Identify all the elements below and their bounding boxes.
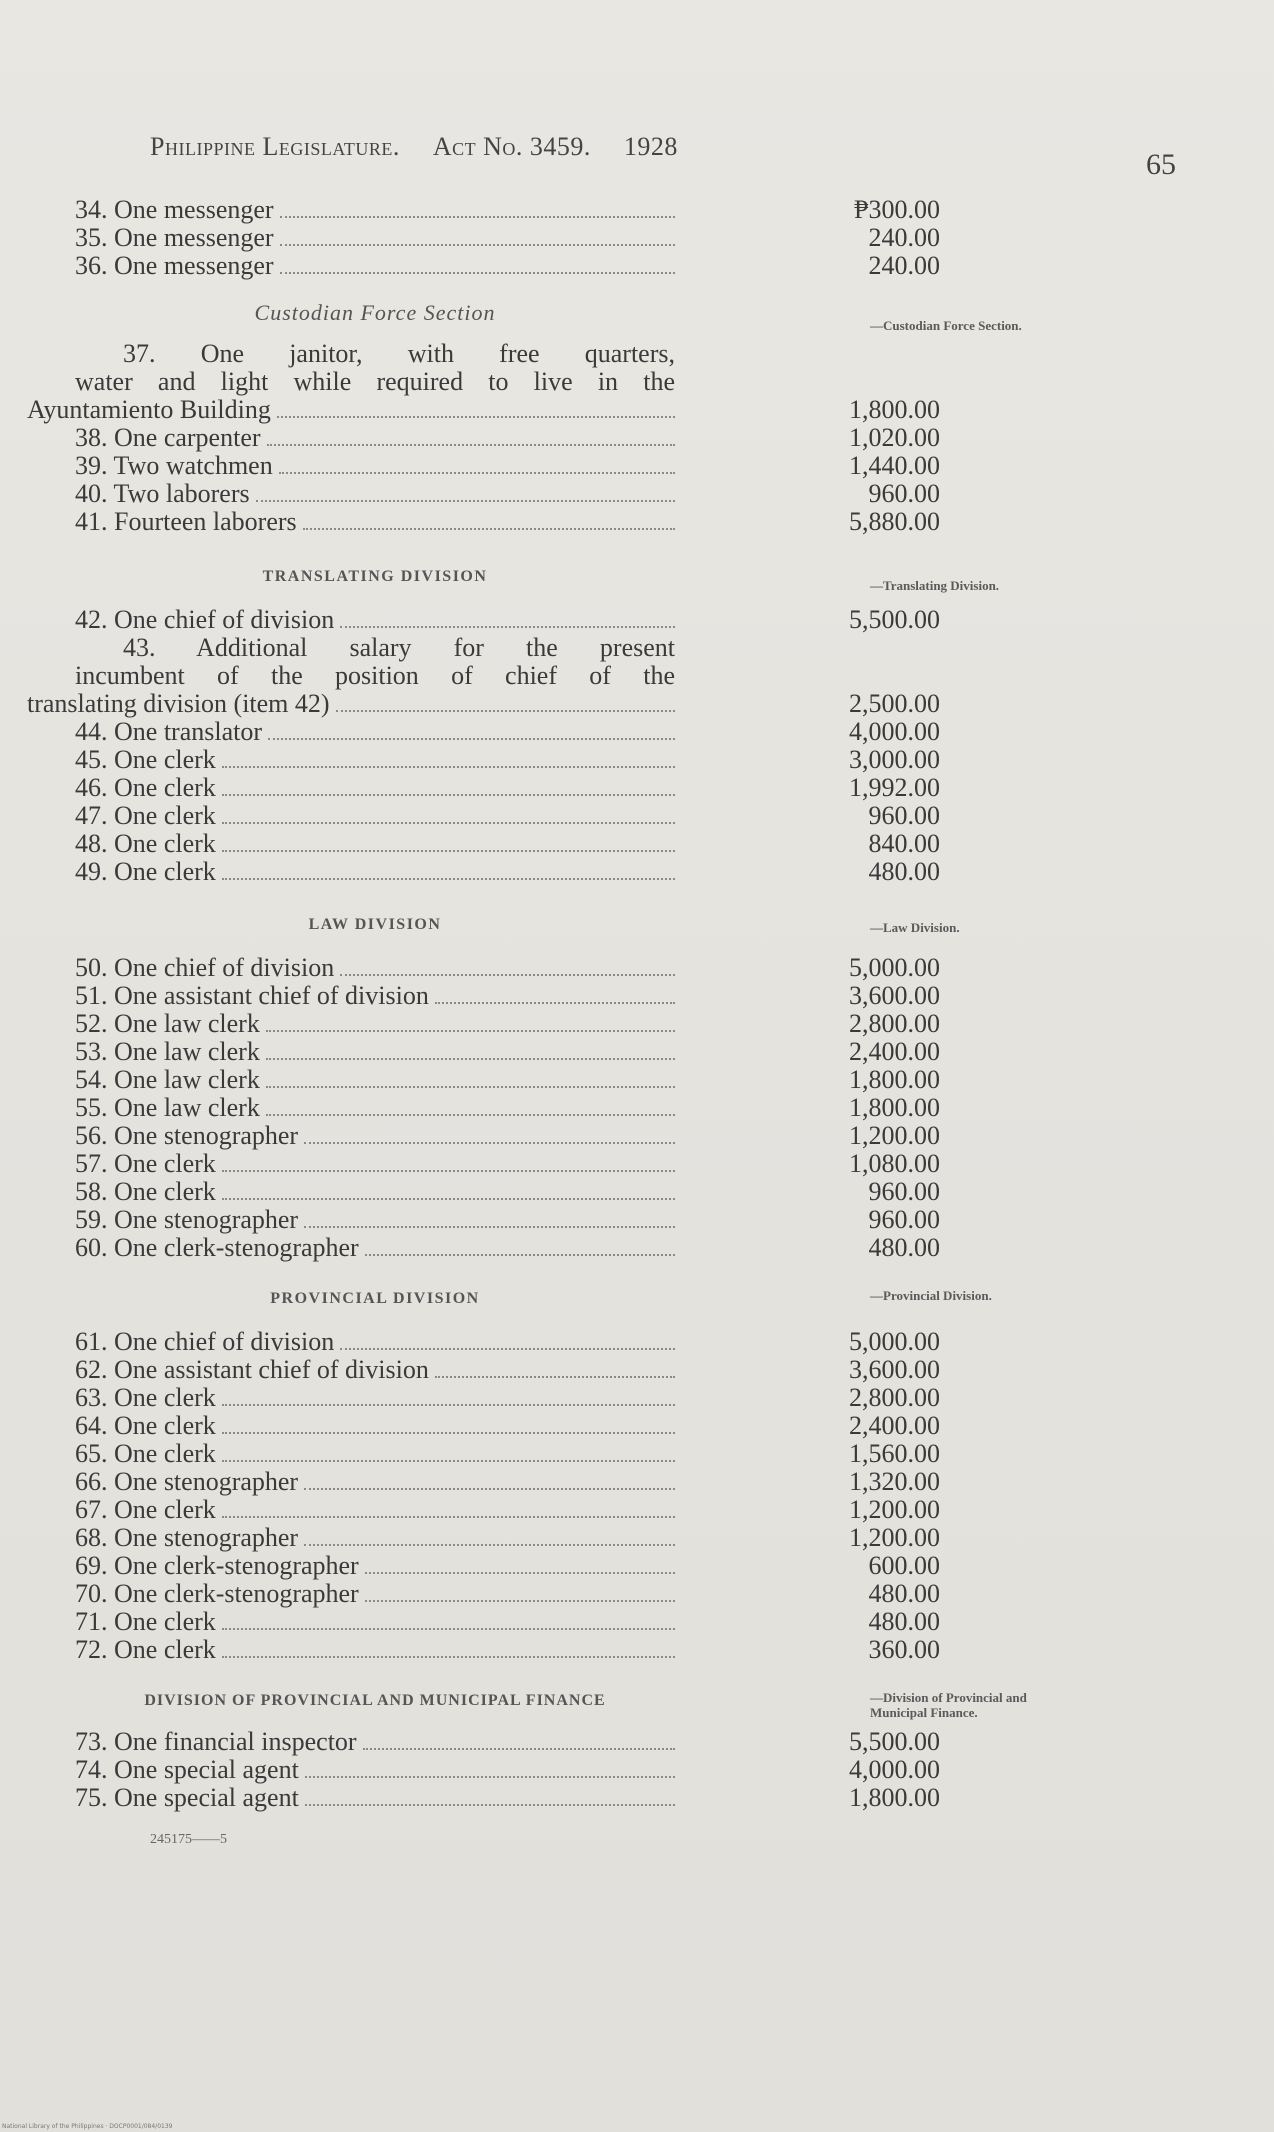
item-amount: 1,992.00	[849, 773, 940, 802]
item-text: 51. One assistant chief of division	[75, 981, 429, 1010]
item-text: 71. One clerk	[75, 1607, 216, 1636]
item-text: 62. One assistant chief of division	[75, 1355, 429, 1384]
item-text: 53. One law clerk	[75, 1037, 260, 1066]
item-amount: 1,020.00	[849, 423, 940, 452]
line-item	[75, 1523, 940, 1552]
line-item	[75, 1149, 940, 1178]
line-item	[75, 745, 940, 774]
line-item	[75, 195, 940, 224]
item-amount: 360.00	[868, 1635, 940, 1664]
line-item	[75, 1233, 940, 1262]
line-item	[75, 423, 940, 452]
item-text: 52. One law clerk	[75, 1009, 260, 1038]
item-amount: 1,560.00	[849, 1439, 940, 1468]
item-text-line: water and light while required to live in the	[75, 367, 675, 396]
item-text: 70. One clerk-stenographer	[75, 1579, 359, 1608]
line-item	[75, 953, 940, 982]
line-item	[75, 1467, 940, 1496]
item-text: 39. Two watchmen	[75, 451, 273, 480]
item-text: 69. One clerk-stenographer	[75, 1551, 359, 1580]
line-item	[75, 1205, 940, 1234]
item-text: Ayuntamiento Building	[27, 395, 271, 424]
line-item	[75, 1355, 940, 1384]
item-amount: 240.00	[868, 223, 940, 252]
item-text: 34. One messenger	[75, 195, 274, 224]
item-text: 65. One clerk	[75, 1439, 216, 1468]
item-amount: 2,400.00	[849, 1411, 940, 1440]
margin-note: —Provincial Division.	[870, 1288, 992, 1303]
item-amount: 2,500.00	[849, 689, 940, 718]
item-amount: 5,000.00	[849, 953, 940, 982]
item-amount: 960.00	[868, 479, 940, 508]
line-item	[75, 1383, 940, 1412]
line-item	[75, 1783, 940, 1812]
line-item	[75, 1755, 940, 1784]
item-text: 75. One special agent	[75, 1783, 299, 1812]
section-heading: TRANSLATING DIVISION	[262, 568, 488, 585]
item-text: 66. One stenographer	[75, 1467, 299, 1496]
item-text-line: 37. One janitor, with free quarters,	[123, 339, 675, 368]
item-text: 57. One clerk	[75, 1149, 216, 1178]
line-item	[75, 1411, 940, 1440]
item-amount: 2,400.00	[849, 1037, 940, 1066]
item-amount: 1,800.00	[849, 1783, 940, 1812]
item-amount: 3,600.00	[849, 1355, 940, 1384]
section-heading: PROVINCIAL DIVISION	[270, 1290, 480, 1307]
item-text: 42. One chief of division	[75, 605, 335, 634]
line-item	[75, 223, 940, 252]
item-text-line: incumbent of the position of chief of the	[75, 661, 675, 690]
item-text: 48. One clerk	[75, 829, 216, 858]
item-amount: 480.00	[868, 1233, 940, 1262]
item-text: 59. One stenographer	[75, 1205, 299, 1234]
item-amount: 480.00	[868, 857, 940, 886]
section-heading: DIVISION OF PROVINCIAL AND MUNICIPAL FINANCE	[144, 1692, 606, 1709]
item-text: 64. One clerk	[75, 1411, 216, 1440]
item-amount: 1,800.00	[849, 1093, 940, 1122]
item-text: 35. One messenger	[75, 223, 274, 252]
line-item	[27, 689, 940, 718]
item-amount: 600.00	[868, 1551, 940, 1580]
line-item	[75, 717, 940, 746]
margin-note: —Law Division.	[870, 920, 960, 935]
item-text: 40. Two laborers	[75, 479, 250, 508]
item-amount: 1,320.00	[849, 1467, 940, 1496]
item-amount: 1,800.00	[849, 395, 940, 424]
line-item	[75, 251, 940, 280]
item-amount: 1,200.00	[849, 1495, 940, 1524]
running-header	[150, 132, 704, 162]
item-amount: 4,000.00	[849, 1755, 940, 1784]
line-item	[75, 605, 940, 634]
header-title: Philippine Legislature.	[150, 132, 400, 161]
item-text: 54. One law clerk	[75, 1065, 260, 1094]
line-item	[75, 1727, 940, 1756]
line-item	[75, 1551, 940, 1580]
item-amount: 960.00	[868, 1177, 940, 1206]
item-text: 74. One special agent	[75, 1755, 299, 1784]
line-item	[75, 981, 940, 1010]
line-item	[75, 1177, 940, 1206]
item-amount: 5,000.00	[849, 1327, 940, 1356]
line-item	[75, 1439, 940, 1468]
item-text: 63. One clerk	[75, 1383, 216, 1412]
line-item	[27, 395, 940, 424]
item-37-description	[75, 340, 675, 396]
line-item	[75, 857, 940, 886]
item-text: 36. One messenger	[75, 251, 274, 280]
header-year: 1928	[623, 132, 678, 161]
item-amount: 960.00	[868, 801, 940, 830]
item-amount: 1,440.00	[849, 451, 940, 480]
item-amount: 3,000.00	[849, 745, 940, 774]
scan-credit: National Library of the Philippines · DOCP0001/084/0139	[2, 2123, 173, 2130]
line-item	[75, 1009, 940, 1038]
item-amount: 840.00	[868, 829, 940, 858]
line-item	[75, 1093, 940, 1122]
item-text: 47. One clerk	[75, 801, 216, 830]
line-item	[75, 507, 940, 536]
line-item	[75, 1635, 940, 1664]
item-amount: 2,800.00	[849, 1383, 940, 1412]
item-text: 49. One clerk	[75, 857, 216, 886]
item-text: 61. One chief of division	[75, 1327, 335, 1356]
item-text: 50. One chief of division	[75, 953, 335, 982]
page-number: 65	[1146, 148, 1176, 181]
item-text: 38. One carpenter	[75, 423, 261, 452]
item-43-description	[75, 634, 675, 690]
item-amount: 2,800.00	[849, 1009, 940, 1038]
line-item	[75, 829, 940, 858]
line-item	[75, 1065, 940, 1094]
item-text: 58. One clerk	[75, 1177, 216, 1206]
margin-note: —Translating Division.	[870, 578, 1000, 593]
header-act: Act No. 3459.	[432, 132, 591, 161]
item-amount: 5,500.00	[849, 1727, 940, 1756]
item-amount: 1,200.00	[849, 1523, 940, 1552]
item-amount: 960.00	[868, 1205, 940, 1234]
margin-note: —Division of Provincial and Municipal Finance.	[870, 1690, 1027, 1720]
item-amount: 480.00	[868, 1579, 940, 1608]
item-amount: 480.00	[868, 1607, 940, 1636]
line-item	[75, 1607, 940, 1636]
item-amount: 3,600.00	[849, 981, 940, 1010]
line-item	[75, 1495, 940, 1524]
section-heading: Custodian Force Section	[254, 300, 496, 325]
item-text: translating division (item 42)	[27, 689, 330, 718]
line-item	[75, 773, 940, 802]
line-item	[75, 1327, 940, 1356]
item-amount: 1,200.00	[849, 1121, 940, 1150]
item-text: 56. One stenographer	[75, 1121, 299, 1150]
item-text: 68. One stenographer	[75, 1523, 299, 1552]
section-heading: LAW DIVISION	[308, 916, 442, 933]
item-amount: 5,880.00	[849, 507, 940, 536]
item-amount: 1,080.00	[849, 1149, 940, 1178]
item-text: 45. One clerk	[75, 745, 216, 774]
item-text: 44. One translator	[75, 717, 263, 746]
line-item	[75, 1037, 940, 1066]
item-amount: 1,800.00	[849, 1065, 940, 1094]
item-amount: 240.00	[868, 251, 940, 280]
line-item	[75, 479, 940, 508]
printer-mark: 245175——5	[150, 1832, 227, 1847]
item-amount: 5,500.00	[849, 605, 940, 634]
item-text: 60. One clerk-stenographer	[75, 1233, 359, 1262]
item-amount: ₱300.00	[854, 195, 940, 224]
line-item	[75, 801, 940, 830]
item-text: 55. One law clerk	[75, 1093, 260, 1122]
item-amount: 4,000.00	[849, 717, 940, 746]
item-text: 73. One financial inspector	[75, 1727, 357, 1756]
item-text: 72. One clerk	[75, 1635, 216, 1664]
item-text: 67. One clerk	[75, 1495, 216, 1524]
line-item	[75, 1121, 940, 1150]
item-text-line: 43. Additional salary for the present	[123, 633, 675, 662]
line-item	[75, 1579, 940, 1608]
item-text: 41. Fourteen laborers	[75, 507, 297, 536]
margin-note: —Custodian Force Section.	[870, 318, 1022, 333]
item-text: 46. One clerk	[75, 773, 216, 802]
line-item	[75, 451, 940, 480]
